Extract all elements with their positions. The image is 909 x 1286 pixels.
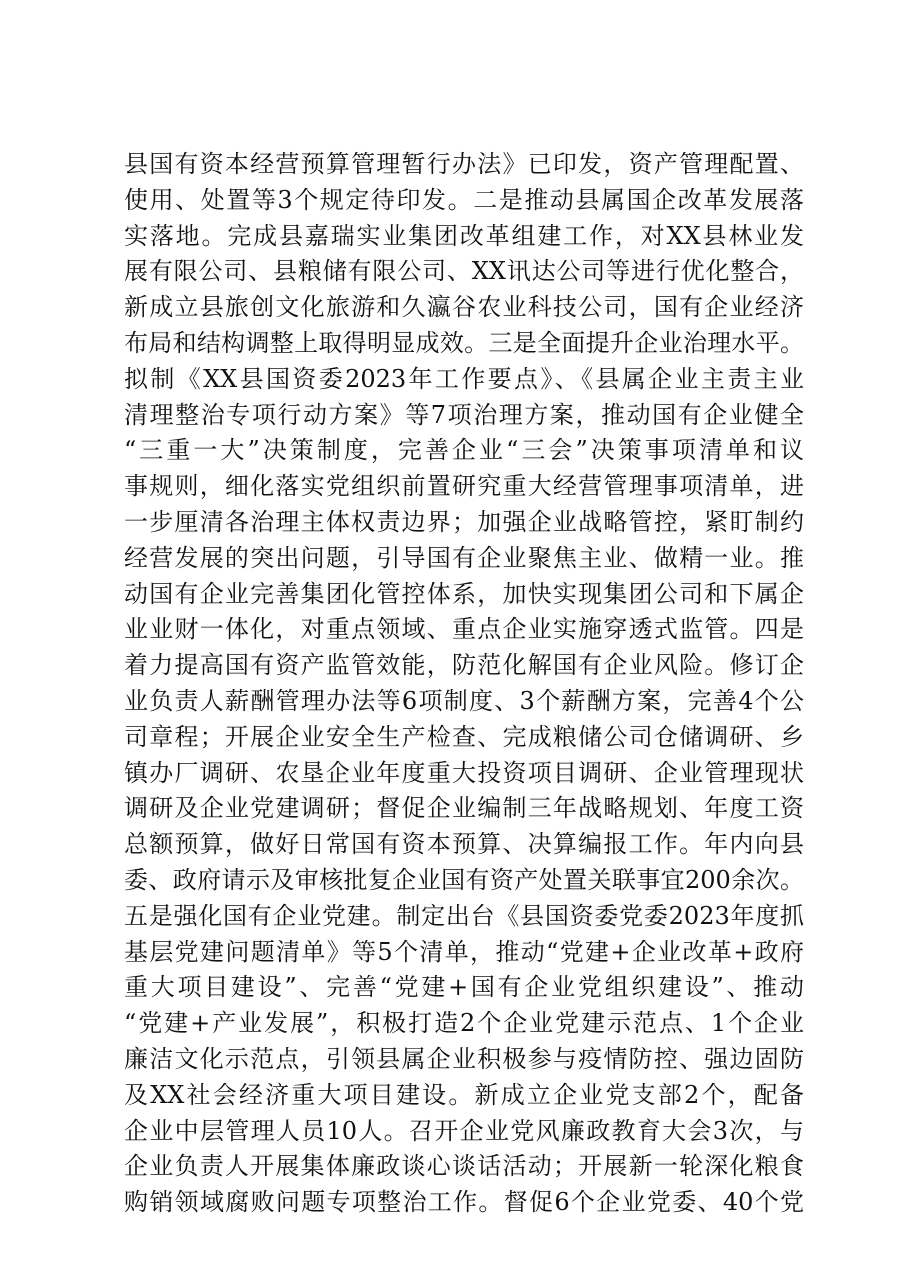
text-line: 廉洁文化示范点，引领县属企业积极参与疫情防控、强边固防 bbox=[124, 1044, 804, 1073]
text-line: 拟制《XX县国资委2023年工作要点》、《县属企业主责主业 bbox=[124, 364, 804, 393]
text-line: 动国有企业完善集团化管控体系，加快实现集团公司和下属企 bbox=[124, 579, 804, 608]
text-line: “三重一大”决策制度，完善企业“三会”决策事项清单和议 bbox=[124, 436, 804, 465]
text-line: 县国有资本经营预算管理暂行办法》已印发，资产管理配置、 bbox=[124, 150, 804, 178]
text-line: 业负责人薪酬管理办法等6项制度、3个薪酬方案，完善4个公 bbox=[124, 686, 804, 715]
text-line: 企业中层管理人员10人。召开企业党风廉政教育大会3次，与 bbox=[124, 1116, 804, 1145]
text-line: 企业负责人开展集体廉政谈心谈话活动；开展新一轮深化粮食 bbox=[124, 1152, 804, 1181]
text-line: 一步厘清各治理主体权责边界；加强企业战略管控，紧盯制约 bbox=[124, 507, 804, 536]
text-line: 司章程；开展企业安全生产检查、完成粮储公司仓储调研、乡 bbox=[124, 722, 804, 751]
text-line: 调研及企业党建调研；督促企业编制三年战略规划、年度工资 bbox=[124, 794, 804, 823]
text-line: “党建+产业发展”，积极打造2个企业党建示范点、1个企业 bbox=[124, 1009, 804, 1038]
text-line: 基层党建问题清单》等5个清单，推动“党建+企业改革+政府 bbox=[124, 937, 804, 966]
text-line: 购销领域腐败问题专项整治工作。督促6个企业党委、40个党 bbox=[124, 1188, 804, 1217]
text-line: 实落地。完成县嘉瑞实业集团改革组建工作，对XX县林业发 bbox=[124, 221, 804, 250]
text-line: 新成立县旅创文化旅游和久瀛谷农业科技公司，国有企业经济 bbox=[124, 293, 804, 322]
text-line: 及XX社会经济重大项目建设。新成立企业党支部2个，配备 bbox=[124, 1080, 804, 1109]
text-line: 镇办厂调研、农垦企业年度重大投资项目调研、企业管理现状 bbox=[124, 758, 804, 787]
text-line: 五是强化国有企业党建。制定出台《县国资委党委2023年度抓 bbox=[124, 901, 804, 930]
text-line: 使用、处置等3个规定待印发。二是推动县属国企改革发展落 bbox=[124, 185, 804, 214]
text-line: 重大项目建设”、完善“党建+国有企业党组织建设”、推动 bbox=[124, 973, 804, 1002]
text-line: 展有限公司、县粮储有限公司、XX讯达公司等进行优化整合， bbox=[124, 257, 804, 286]
text-line: 清理整治专项行动方案》等7项治理方案，推动国有企业健全 bbox=[124, 400, 804, 429]
text-line: 着力提高国有资产监管效能，防范化解国有企业风险。修订企 bbox=[124, 651, 804, 680]
text-line: 布局和结构调整上取得明显成效。三是全面提升企业治理水平。 bbox=[124, 328, 804, 357]
text-line: 经营发展的突出问题，引导国有企业聚焦主业、做精一业。推 bbox=[124, 543, 804, 572]
text-line: 业业财一体化，对重点领域、重点企业实施穿透式监管。四是 bbox=[124, 615, 804, 644]
text-line: 委、政府请示及审核批复企业国有资产处置关联事宜200余次。 bbox=[124, 865, 804, 894]
text-line: 事规则，细化落实党组织前置研究重大经营管理事项清单，进 bbox=[124, 472, 804, 501]
body-paragraph bbox=[124, 147, 804, 1221]
text-line: 总额预算，做好日常国有资本预算、决算编报工作。年内向县 bbox=[124, 830, 804, 859]
